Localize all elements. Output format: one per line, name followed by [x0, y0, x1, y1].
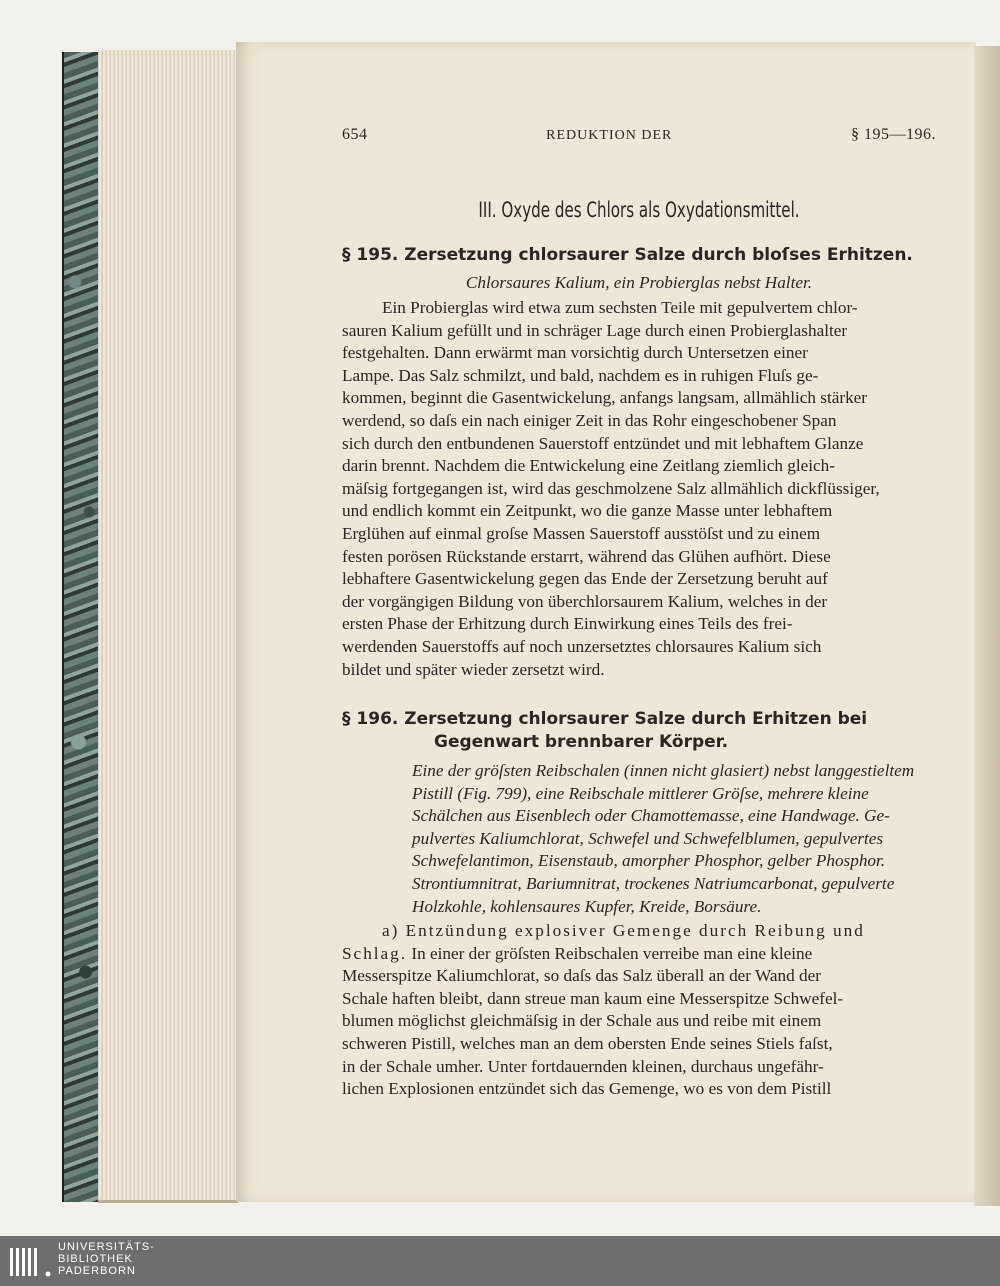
text-line: in der Schale umher. Unter fortdauernden kleinen, durchaus ungefähr- [342, 1056, 824, 1076]
section-range: § 195—196. [851, 126, 936, 143]
text-line: werdend, so daſs ein nach einiger Zeit in das Rohr eingeschobener Span [342, 410, 837, 430]
section-196-heading-line1: § 196. Zersetzung chlorsaurer Salze durch Erhitzen bei [342, 709, 868, 729]
text-line: kommen, beginnt die Gasentwickelung, anfangs langsam, allmählich stärker [342, 388, 868, 408]
section-196-body [342, 920, 936, 1101]
text-line: Schälchen aus Eisenblech oder Chamottemasse, eine Handwage. Ge- [412, 806, 890, 826]
library-name: UNIVERSITÄTS- BIBLIOTHEK PADERBORN [58, 1241, 155, 1277]
text-line: darin brennt. Nachdem die Entwickelung eine Zeitlang ziemlich gleich- [342, 456, 835, 476]
library-footer-bar [0, 1236, 1000, 1286]
page-number: 654 [342, 126, 368, 143]
text-line: Pistill (Fig. 799), eine Reibschale mittlerer Gröſse, mehrere kleine [412, 783, 869, 803]
text-line: Lampe. Das Salz schmilzt, und bald, nachdem es in ruhigen Fluſs ge- [342, 365, 819, 385]
section-195-materials: Chlorsaures Kalium, ein Probierglas nebst Halter. [465, 273, 813, 292]
chapter-heading: III. Oxyde des Chlors als Oxydationsmittel. [478, 198, 800, 222]
section-196-materials [412, 760, 936, 918]
text-line: der vorgängigen Bildung von überchlorsaurem Kalium, welches in der [342, 591, 828, 611]
text-line: Schale haften bleibt, dann streue man kaum eine Messerspitze Schwefel- [342, 988, 844, 1008]
text-line: schweren Pistill, welches man an dem obersten Ende seines Stiels faſst, [342, 1033, 833, 1053]
text-line: Erglühen auf einmal groſse Massen Sauerstoff ausstöſst und zu einem [342, 523, 821, 543]
running-head [342, 126, 936, 144]
subsection-a-heading: a) Entzündung explosiver Gemenge durch Reibung und [382, 921, 865, 940]
section-196-heading-line2: Gegenwart brennbarer Körper. [434, 732, 729, 752]
text-line: werdenden Sauerstoffs auf noch unzersetztes chlorsaures Kalium sich [342, 636, 822, 656]
text-line: ersten Phase der Erhitzung durch Einwirkung eines Teils des frei- [342, 614, 793, 634]
section-195-body [342, 297, 936, 681]
text-line: und endlich kommt ein Zeitpunkt, wo die ganze Masse unter lebhaftem [342, 501, 833, 521]
facing-page-edge [974, 46, 1000, 1206]
text-line: Schwefelantimon, Eisenstaub, amorpher Phosphor, gelber Phosphor. [412, 851, 886, 871]
text-line: sich durch den entbundenen Sauerstoff entzündet und mit lebhaftem Glanze [342, 433, 864, 453]
text-line: festgehalten. Dann erwärmt man vorsichtig durch Untersetzen einer [342, 343, 808, 363]
text-line: Holzkohle, kohlensaures Kupfer, Kreide, Borsäure. [412, 896, 762, 916]
section-195-heading: § 195. Zersetzung chlorsaurer Salze durch bloſses Erhitzen. [342, 245, 913, 265]
text-line: bildet und später wieder zersetzt wird. [342, 659, 605, 679]
text-line: sauren Kalium gefüllt und in schräger Lage durch einen Probierglashalter [342, 320, 848, 340]
text-line: lichen Explosionen entzündet sich das Gemenge, wo es von dem Pistill [342, 1079, 832, 1099]
page-block-edges [98, 50, 238, 1203]
library-logo-icon [8, 1244, 52, 1278]
text-line: mäſsig fortgegangen ist, wird das geschmolzene Salz allmählich dickflüssiger, [342, 478, 880, 498]
running-title: REDUKTION DER [546, 128, 673, 143]
text-line: lebhaftere Gasentwickelung gegen das Ende der Zersetzung beruht auf [342, 569, 828, 589]
text-line: Eine der gröſsten Reibschalen (innen nicht glasiert) nebst langgestieltem [412, 761, 915, 780]
subsection-a-heading-cont: Schlag. [342, 943, 408, 963]
text-line: blumen möglichst gleichmäſsig in der Schale aus und reibe mit einem [342, 1011, 822, 1031]
text-line: Strontiumnitrat, Bariumnitrat, trockenes Natriumcarbonat, gepulverte [412, 873, 895, 893]
text-line: pulvertes Kaliumchlorat, Schwefel und Schwefelblumen, gepulvertes [412, 828, 884, 848]
text-line: Ein Probierglas wird etwa zum sechsten Teile mit gepulvertem chlor- [382, 298, 858, 317]
text-line: Schlag. In einer der gröſsten Reibschalen verreibe man eine kleine [342, 943, 813, 963]
text-line: festen porösen Rückstande erstarrt, während das Glühen aufhört. Diese [342, 546, 831, 566]
marbled-cover-edge [62, 52, 103, 1202]
text-line: Messerspitze Kaliumchlorat, so daſs das Salz überall an der Wand der [342, 966, 821, 986]
